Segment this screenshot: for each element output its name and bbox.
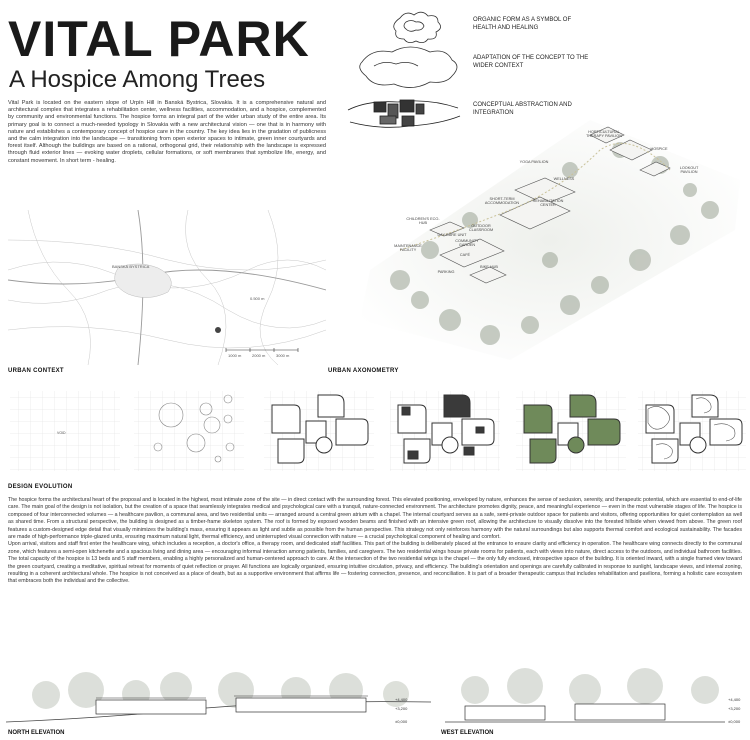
axo-label-rehab: REHABILITATION CENTER	[532, 199, 564, 208]
design-paragraph-1: The hospice forms the architectural heart of the proposal and is located in the highest, most intimate zone of the site — in direct contact with the surrounding forest. This elevated positioning, enveloped by nature, enhances the sense of seclusion, serenity, and therapeutic potential, which are essential to end-of-life care. The main goal of the design is not isolation, but the creation of a space that seamlessly integrates medical and psychological care with a tranquil, nature-connected environment. The architecture promotes dignity, peace, and meaningful experience — even in the most vulnerable stages of life. The hospice is composed of four interconnected volumes — a healthcare pavilion, a communal area, and two residential units — arranged around a central green atrium with a chapel. The internal courtyard serves as a safe, semi-private outdoor space for patients and visitors, offering opportunities for quiet contemplation as well as shared time. From a structural perspective, the building is designed as a timber-frame skeleton system. The roof is formed by exposed wooden beams and finished with an intensive green roof, allowing the architecture to visually dissolve into the forested hillside when viewed from above. The green roof features a custom-designed edge detail that visually minimizes the building's mass, ensuring it appears as light and subtle as possible from the human perspective. This strategy not only reinforces harmony with the natural surroundings but also supports thermal comfort and ecological sustainability. The facades are made of high-performance triple-glazed units, ensuring maximum natural light, thermal efficiency, and uninterrupted visual connection with nature — a crucial psychological component of healing and comfort.	[8, 497, 742, 541]
west-elevation-drawing	[445, 660, 745, 730]
section-label-west-elevation: WEST ELEVATION	[441, 730, 494, 736]
axo-label-wellness: WELLNESS	[553, 177, 575, 181]
concept-label-abstraction: CONCEPTUAL ABSTRACTION AND INTEGRATION	[473, 102, 572, 116]
site-marker	[215, 327, 221, 333]
axo-label-maintenance: MAINTENANCE FACILITY	[394, 244, 422, 253]
axo-label-outdoor: OUTDOOR CLASSROOM	[468, 224, 494, 233]
evolution-step-3	[264, 391, 374, 471]
north-level-mid: +3,200	[395, 706, 408, 711]
north-elevation-drawing	[6, 660, 431, 730]
poster-title: VITAL PARK	[8, 11, 310, 67]
evolution-step-6	[638, 391, 746, 471]
axo-label-childrens: CHILDREN'S ECO-HUB	[406, 217, 440, 226]
map-scale-2: 2000 m	[252, 353, 266, 358]
concept-label-organic: ORGANIC FORM AS A SYMBOL OF HEALTH AND HEALING	[473, 17, 572, 31]
section-label-design-evolution: DESIGN EVOLUTION	[8, 484, 73, 490]
axo-label-parking: PARKING	[437, 270, 455, 274]
map-contour-label: 0.500 m	[250, 296, 265, 301]
axo-label-day-care: DAY CARE UNIT	[437, 233, 467, 237]
section-label-north-elevation: NORTH ELEVATION	[8, 730, 65, 736]
urban-axonometry-drawing	[340, 110, 745, 365]
west-level-mid: +3,200	[728, 706, 741, 711]
axo-label-short-term: SHORT-TERM ACCOMMODATION	[484, 197, 520, 206]
concept-label-adaptation: ADAPTATION OF THE CONCEPT TO THE WIDER CONTEXT	[473, 55, 589, 69]
poster-subtitle: A Hospice Among Trees	[9, 66, 266, 93]
west-level-top: +4,400	[728, 697, 741, 702]
west-level-zero: ±0,000	[728, 719, 741, 724]
evolution-step-4	[390, 391, 500, 471]
section-label-urban-context: URBAN CONTEXT	[8, 368, 64, 374]
evolution-step-2	[134, 391, 244, 471]
axo-label-community: COMMUNITY GARDEN	[455, 239, 479, 248]
map-scale-3: 3000 m	[276, 353, 290, 358]
axo-label-hospice: HOSPICE	[650, 147, 668, 151]
map-scale-bar	[226, 348, 298, 352]
map-city-label: BANSKÁ BYSTRICA	[112, 264, 150, 269]
map-scale-1: 1000 m	[228, 353, 242, 358]
urban-context-map	[8, 210, 326, 365]
section-label-urban-axonometry: URBAN AXONOMETRY	[328, 368, 399, 374]
north-level-zero: ±0,000	[395, 719, 408, 724]
intro-paragraph: Vital Park is located on the eastern slope of Urpín Hill in Banská Bystrica, Slovakia. It is a comprehensive natural and architectural complex that integrates a rehabilitation center, wellness facilities, accommodation, and a hospice, complemented by community and environmental functions. The hospice forms an integral part of the wider urban study of the entire area. Its primary goal is to connect a much-needed typology in Slovakia with a new architectural vision — one that is in harmony with nature and establishes a contemporary concept of hospice care in the country. The key idea lies in the gradation of publicness and the calm integration into the landscape — transitioning from open exterior spaces to intimate, green inner courtyards and forest itself. Although the buildings are based on a rational, orthogonal grid, their relationship with the landscape is expressed through fluid exterior lines — evoking water droplets, cellular formations, or soft membranes that symbolize life, energy, and constant movement. In short term - healing.	[8, 100, 326, 164]
city-area	[115, 264, 172, 298]
evolution-step-5	[516, 391, 626, 471]
axo-label-cafe: CAFÉ	[459, 253, 471, 257]
axo-label-yoga: YOGA PAVILION	[519, 160, 549, 164]
evolution-void-label: VOID	[57, 431, 66, 435]
north-level-top: +4,400	[395, 697, 408, 702]
organic-form-sketch	[394, 12, 441, 42]
design-description	[8, 497, 742, 586]
design-paragraph-2: Upon arrival, visitors and staff first enter the healthcare wing, which includes a reception, a doctor's office, a therapy room, and dedicated staff facilities. This part of the building is deliberately placed at the entrance to ensure clarity and efficiency in operation. The healthcare wing connects directly to the communal zone, which features a semi-open kitchenette and a spacious living and dining area — encouraging informal interaction among patients, families, and caregivers. The two residential wings house private rooms for patients, each with views into nature, direct access to the outdoors, and individual bathroom facilities. The total capacity of the hospice is 13 beds and 5 staff members, enabling a highly personalized and human-centered approach to care. At the intersection of the two residential wings is the chapel — the only fully enclosed, introspective space of the building. It is oriented inward, with a single framed view toward the green courtyard, creating a meditative, spiritual retreat for moments of quiet reflection or prayer. All functions are logically organized, ensuring intuitive circulation, privacy, and efficiency. The building's orientation and openings are carefully calibrated in response to sunlight, landscape views, and internal zoning, resulting in a coherent architectural whole. The hospice is not conceived as a place of death, but as a supportive environment that affirms life — fostering connection, presence, and reconciliation. It is part of a broader therapeutic campus that includes rehabilitation and pavilions, forming a holistic care ecosystem that embraces both the individual and the collective.	[8, 541, 742, 585]
adaptation-sketch	[360, 47, 457, 88]
axo-label-lookout: LOOKOUT PAVILION	[679, 166, 699, 175]
axo-label-horticultural: HORTICULTURAL THERAPY PAVILION	[586, 130, 622, 139]
axo-label-bike: BIKE HUB	[480, 265, 498, 269]
design-evolution-diagrams	[6, 385, 746, 475]
